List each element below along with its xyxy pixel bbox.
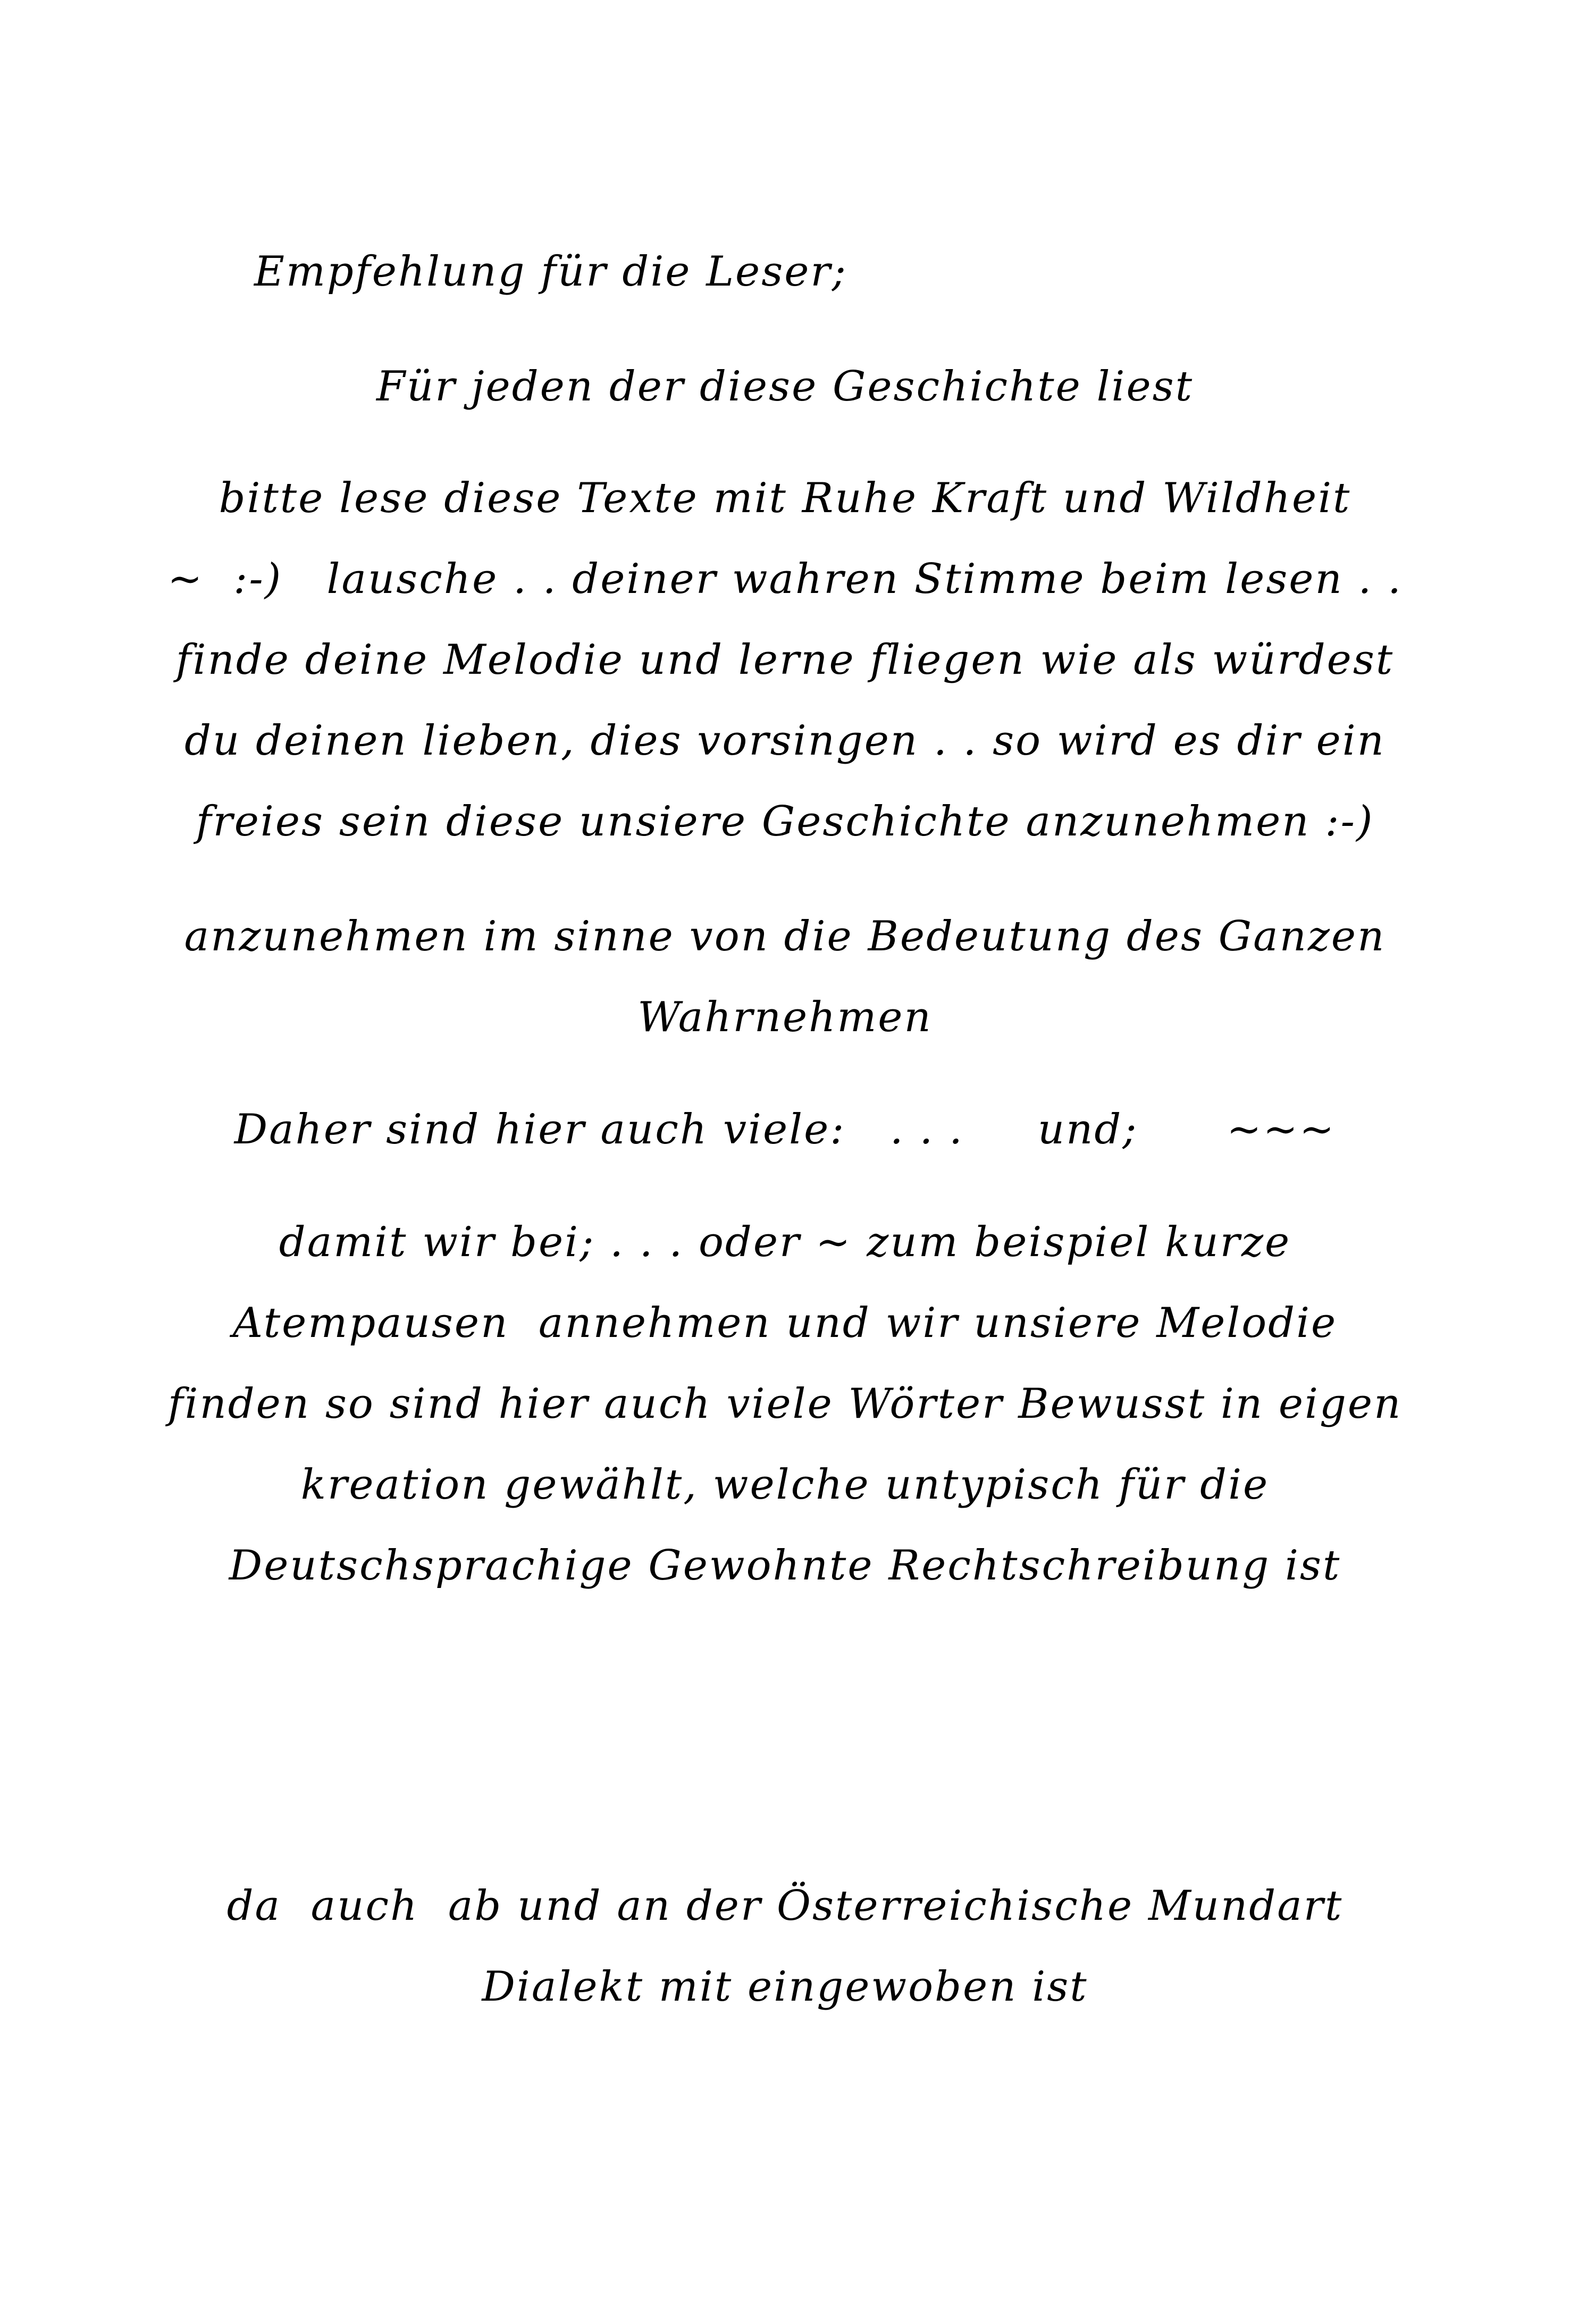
paragraph1-line: freies sein diese unsiere Geschichte anzunehmen :-) (196, 798, 1374, 846)
paragraph1-line: ~ :-) lausche . . deiner wahren Stimme beim lesen . . (167, 555, 1403, 603)
paragraph4-line: finden so sind hier auch viele Wörter Bewusst in eigen (167, 1380, 1403, 1428)
paragraph4-line: Atempausen annehmen und wir unsiere Melodie (232, 1299, 1338, 1347)
paragraph5-line: Dialekt mit eingewoben ist (482, 1963, 1088, 2011)
paragraph1-line: finde deine Melodie und lerne fliegen wie als würdest (175, 636, 1395, 684)
paragraph2-line: Wahrnehmen (637, 993, 933, 1041)
paragraph1-line: bitte lese diese Texte mit Ruhe Kraft und Wildheit (219, 474, 1351, 522)
paragraph1-line: du deinen lieben, dies vorsingen . . so wird es dir ein (184, 717, 1386, 765)
intro-line: Für jeden der diese Geschichte liest (376, 363, 1194, 411)
paragraph3-line: Daher sind hier auch viele: . . . und; ~~~ (234, 1106, 1336, 1153)
paragraph4-line: damit wir bei; . . . oder ~ zum beispiel kurze (279, 1218, 1291, 1266)
paragraph2-line: anzunehmen im sinne von die Bedeutung des Ganzen (184, 913, 1386, 960)
page-heading: Empfehlung für die Leser; (254, 248, 847, 296)
paragraph5-line: da auch ab und an der Österreichische Mundart (226, 1882, 1344, 1930)
paragraph4-line: kreation gewählt, welche untypisch für die (300, 1461, 1270, 1509)
paragraph4-line: Deutschsprachige Gewohnte Rechtschreibung ist (229, 1542, 1341, 1590)
